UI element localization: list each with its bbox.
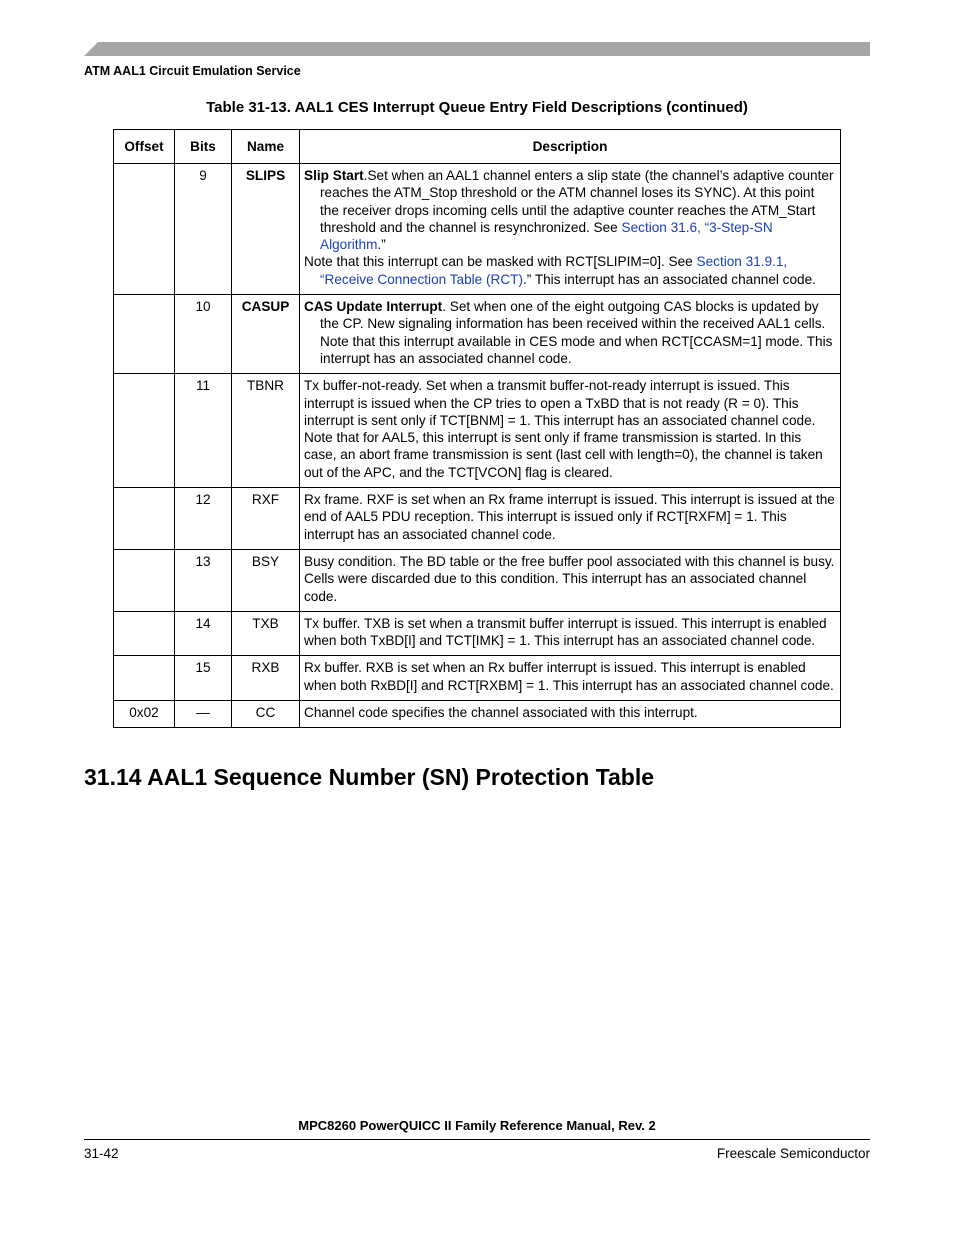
note-paragraph (304, 253, 836, 288)
cell-description (300, 656, 841, 701)
description-text: Busy condition. The BD table or the free buffer pool associated with this channel is busy. Cells were discarded due to this condition. This interrupt has an associated channel code. (304, 553, 835, 604)
cell-offset (114, 611, 175, 656)
cell-name: RXB (232, 656, 300, 701)
footer-manual-title: MPC8260 PowerQUICC II Family Reference Manual, Rev. 2 (298, 1118, 656, 1133)
description-text: Tx buffer-not-ready. Set when a transmit buffer-not-ready interrupt is issued. This interrupt is issued when the CP tries to open a TxBD that is not ready (R = 0). This interrupt is sent only if TCT[BNM] = 1. This interrupt has an associated channel code. Note that for AAL5, this interrupt is sent only if frame transmission is started. In this case, an abort frame transmission is sent (last cell with length=0), the channel is taken out of the APC, and the TCT[VCON] flag is cleared. (304, 378, 823, 480)
table-title: Table 31-13. AAL1 CES Interrupt Queue Entry Field Descriptions (continued) (206, 99, 748, 116)
cell-description (300, 374, 841, 488)
description-text: Channel code specifies the channel associated with this interrupt. (304, 705, 698, 721)
description-text: . Set when one of the eight outgoing CAS blocks is updated by the CP. New signaling information has been received within the received AAL1 cells. Note that this interrupt available in CES mode and when RCT[CCASM=1] mode. This interrupt has an associated channel code. (320, 299, 833, 366)
cell-offset (114, 488, 175, 550)
table-row (114, 295, 841, 374)
cell-description (300, 611, 841, 656)
section-heading: 31.14 AAL1 Sequence Number (SN) Protection Table (84, 764, 655, 790)
field-name: SLIPS (245, 168, 286, 183)
note-text-end: .” This interrupt has an associated channel code. (522, 271, 816, 287)
cell-description (300, 488, 841, 550)
description-lead: CAS Update Interrupt (304, 299, 443, 315)
cell-offset (114, 164, 175, 295)
footer-rule (84, 1139, 870, 1140)
description-paragraph (304, 298, 836, 367)
cell-description (300, 295, 841, 374)
cell-name: TBNR (232, 374, 300, 488)
cell-bits: 10 (175, 295, 232, 374)
field-name: CASUP (241, 299, 290, 315)
table-header-row (114, 130, 841, 164)
description-paragraph (304, 167, 836, 253)
note-text: Note that this interrupt can be masked with RCT[SLIPIM=0]. See (304, 254, 697, 270)
description-text: Rx frame. RXF is set when an Rx frame interrupt is issued. This interrupt is issued at the end of AAL5 PDU reception. This interrupt is issued only if RCT[RXFM] = 1. This interrupt has an associated channel code. (304, 492, 835, 542)
cell-name: TXB (232, 611, 300, 656)
table-row (114, 374, 841, 488)
table-row (114, 701, 841, 728)
description-text: .Set when an AAL1 channel enters a slip state (the channel’s adaptive counter reaches the ATM_Stop threshold or the ATM channel loses its SYNC). At this point the receiver drops incoming cells until the adaptive counter reaches the ATM_Start threshold and the channel is resynchronized. See (320, 168, 834, 235)
cell-bits: 15 (175, 656, 232, 701)
column-header-bits: Bits (175, 130, 232, 164)
cell-description (300, 549, 841, 611)
header-bar (84, 42, 870, 56)
cell-offset: 0x02 (114, 701, 175, 728)
cell-bits: — (175, 701, 232, 728)
cell-offset (114, 549, 175, 611)
cell-bits: 12 (175, 488, 232, 550)
table-row (114, 656, 841, 701)
company-name: Freescale Semiconductor (716, 1146, 870, 1161)
page-number: 31-42 (84, 1146, 119, 1161)
cell-bits: 9 (175, 164, 232, 295)
cell-description (300, 164, 841, 295)
cell-bits: 14 (175, 611, 232, 656)
column-header-name: Name (232, 130, 300, 164)
cell-offset (114, 374, 175, 488)
description-text-end: .” (377, 237, 386, 253)
table-row (114, 549, 841, 611)
column-header-offset: Offset (114, 130, 175, 164)
cell-name (232, 164, 300, 295)
cell-name: RXF (232, 488, 300, 550)
cell-offset (114, 656, 175, 701)
cell-offset (114, 295, 175, 374)
cell-description (300, 701, 841, 728)
cell-name (232, 295, 300, 374)
column-header-description: Description (300, 130, 841, 164)
cell-bits: 13 (175, 549, 232, 611)
table-row (114, 611, 841, 656)
table-row (114, 164, 841, 295)
description-text: Tx buffer. TXB is set when a transmit buffer interrupt is issued. This interrupt is enabled when both TxBD[I] and TCT[IMK] = 1. This interrupt has an associated channel code. (304, 615, 827, 649)
field-descriptions-table (113, 129, 841, 728)
description-lead: Slip Start (304, 168, 364, 183)
cell-name: BSY (232, 549, 300, 611)
section-link[interactable]: Section 31.6, “3-Step-SN Algorithm (320, 219, 773, 253)
section-link[interactable]: Section 31.9.1, “Receive Connection Table (RCT) (320, 254, 788, 287)
table-row (114, 488, 841, 550)
description-text: Rx buffer. RXB is set when an Rx buffer interrupt is issued. This interrupt is enabled when both RxBD[I] and RCT[RXBM] = 1. This interrupt has an associated channel code. (304, 660, 834, 693)
running-head: ATM AAL1 Circuit Emulation Service (84, 64, 301, 78)
cell-bits: 11 (175, 374, 232, 488)
cell-name: CC (232, 701, 300, 728)
